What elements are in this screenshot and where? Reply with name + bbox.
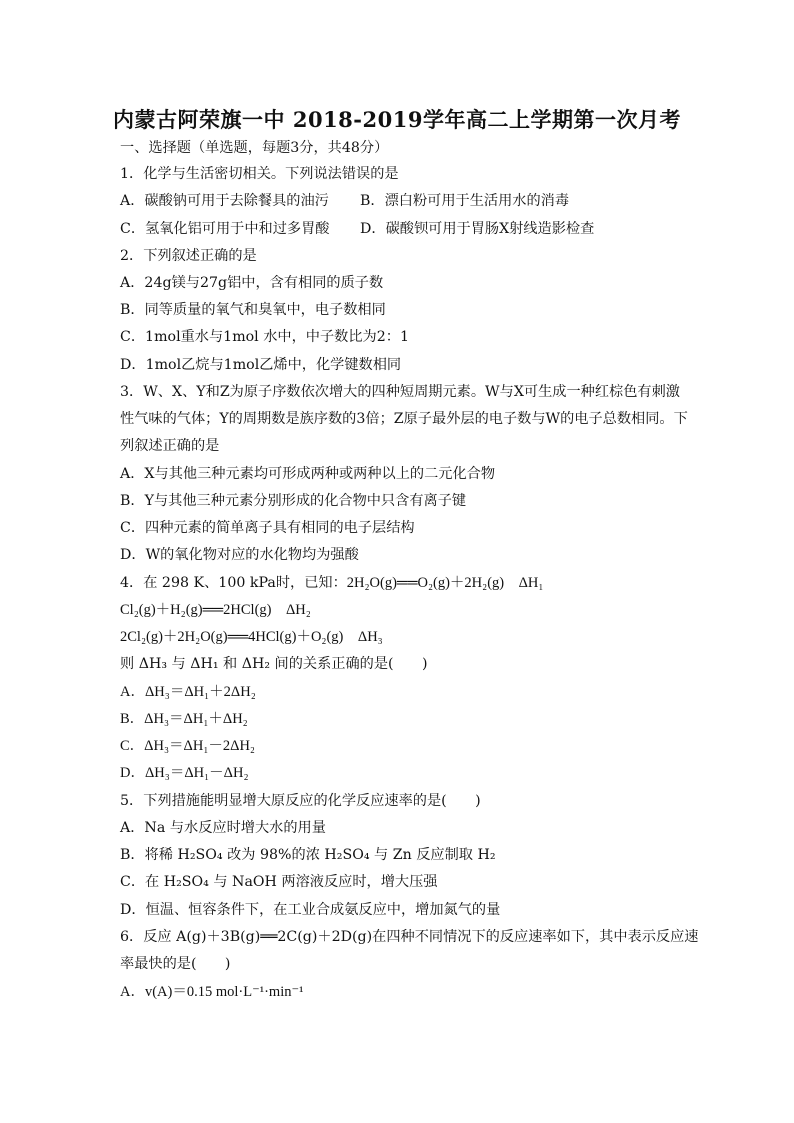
q4-stem-text: 4．在 298 K、100 kPa时，已知： xyxy=(120,575,347,591)
q6-stem-line2: 率最快的是( ) xyxy=(120,956,231,972)
q3-option-b: B．Y与其他三种元素分别形成的化合物中只含有离子键 xyxy=(120,493,467,509)
q1-option-d: D．碳酸钡可用于胃肠X射线造影检查 xyxy=(360,221,595,237)
q2-option-c: C．1mol重水与1mol 水中，中子数比为2：1 xyxy=(120,329,409,345)
q4-equation-3: 2Cl₂(g)＋2H₂O(g)══4HCl(g)＋O₂(g) ΔH₃ xyxy=(120,629,383,645)
q3-stem-line3: 列叙述正确的是 xyxy=(120,438,220,454)
q4-option-c: C．ΔH₃＝ΔH₁－2ΔH₂ xyxy=(120,738,255,754)
q4-option-d: D．ΔH₃＝ΔH₁－ΔH₂ xyxy=(120,765,249,781)
q3-stem-line2: 性气味的气体；Y的周期数是族序数的3倍；Z原子最外层的电子数与W的电子总数相同。下 xyxy=(120,411,688,427)
q2-stem: 2．下列叙述正确的是 xyxy=(120,248,257,264)
q4-stem xyxy=(120,573,543,593)
section-heading: 一、选择题（单选题，每题3分，共48分） xyxy=(120,140,389,156)
q5-option-d: D．恒温、恒容条件下，在工业合成氨反应中，增加氮气的量 xyxy=(120,902,501,918)
q4-question: 则 ΔH₃ 与 ΔH₁ 和 ΔH₂ 间的关系正确的是( ) xyxy=(120,656,428,672)
q1-option-a: A．碳酸钠可用于去除餐具的油污 xyxy=(120,193,329,209)
q2-option-d: D．1mol乙烷与1mol乙烯中，化学键数相同 xyxy=(120,357,402,373)
q4-option-a: A．ΔH₃＝ΔH₁＋2ΔH₂ xyxy=(120,684,256,700)
q6-stem-line1: 6．反应 A(g)＋3B(g)══2C(g)＋2D(g)在四种不同情况下的反应速率如下，其中表示反应速 xyxy=(120,929,699,945)
q4-equation-2: Cl₂(g)＋H₂(g)══2HCl(g) ΔH₂ xyxy=(120,602,311,618)
q5-option-b: B．将稀 H₂SO₄ 改为 98%的浓 H₂SO₄ 与 Zn 反应制取 H₂ xyxy=(120,847,496,863)
q4-equation-1: 2H₂O(g)══O₂(g)＋2H₂(g) ΔH₁ xyxy=(346,575,544,591)
q5-option-a: A．Na 与水反应时增大水的用量 xyxy=(120,820,326,836)
q3-option-d: D．W的氧化物对应的水化物均为强酸 xyxy=(120,547,359,563)
q2-option-b: B．同等质量的氧气和臭氧中，电子数相同 xyxy=(120,302,386,318)
q2-option-a: A．24g镁与27g铝中，含有相同的质子数 xyxy=(120,275,384,291)
q3-option-c: C．四种元素的简单离子具有相同的电子层结构 xyxy=(120,520,415,536)
q3-option-a: A．X与其他三种元素均可形成两种或两种以上的二元化合物 xyxy=(120,466,496,482)
q1-option-b: B．漂白粉可用于生活用水的消毒 xyxy=(360,193,570,209)
q4-option-b: B．ΔH₃＝ΔH₁＋ΔH₂ xyxy=(120,711,248,727)
q1-stem: 1．化学与生活密切相关。下列说法错误的是 xyxy=(120,166,399,182)
page-title: 内蒙古阿荣旗一中 2018-2019学年高二上学期第一次月考 xyxy=(113,107,681,132)
q3-stem-line1: 3．W、X、Y和Z为原子序数依次增大的四种短周期元素。W与X可生成一种红棕色有刺激 xyxy=(120,384,680,400)
q6-option-a: A．v(A)＝0.15 mol·L⁻¹·min⁻¹ xyxy=(120,984,304,1000)
q5-option-c: C．在 H₂SO₄ 与 NaOH 两溶液反应时，增大压强 xyxy=(120,874,438,890)
q1-option-c: C．氢氧化铝可用于中和过多胃酸 xyxy=(120,221,330,237)
q5-stem: 5．下列措施能明显增大原反应的化学反应速率的是( ) xyxy=(120,793,481,809)
